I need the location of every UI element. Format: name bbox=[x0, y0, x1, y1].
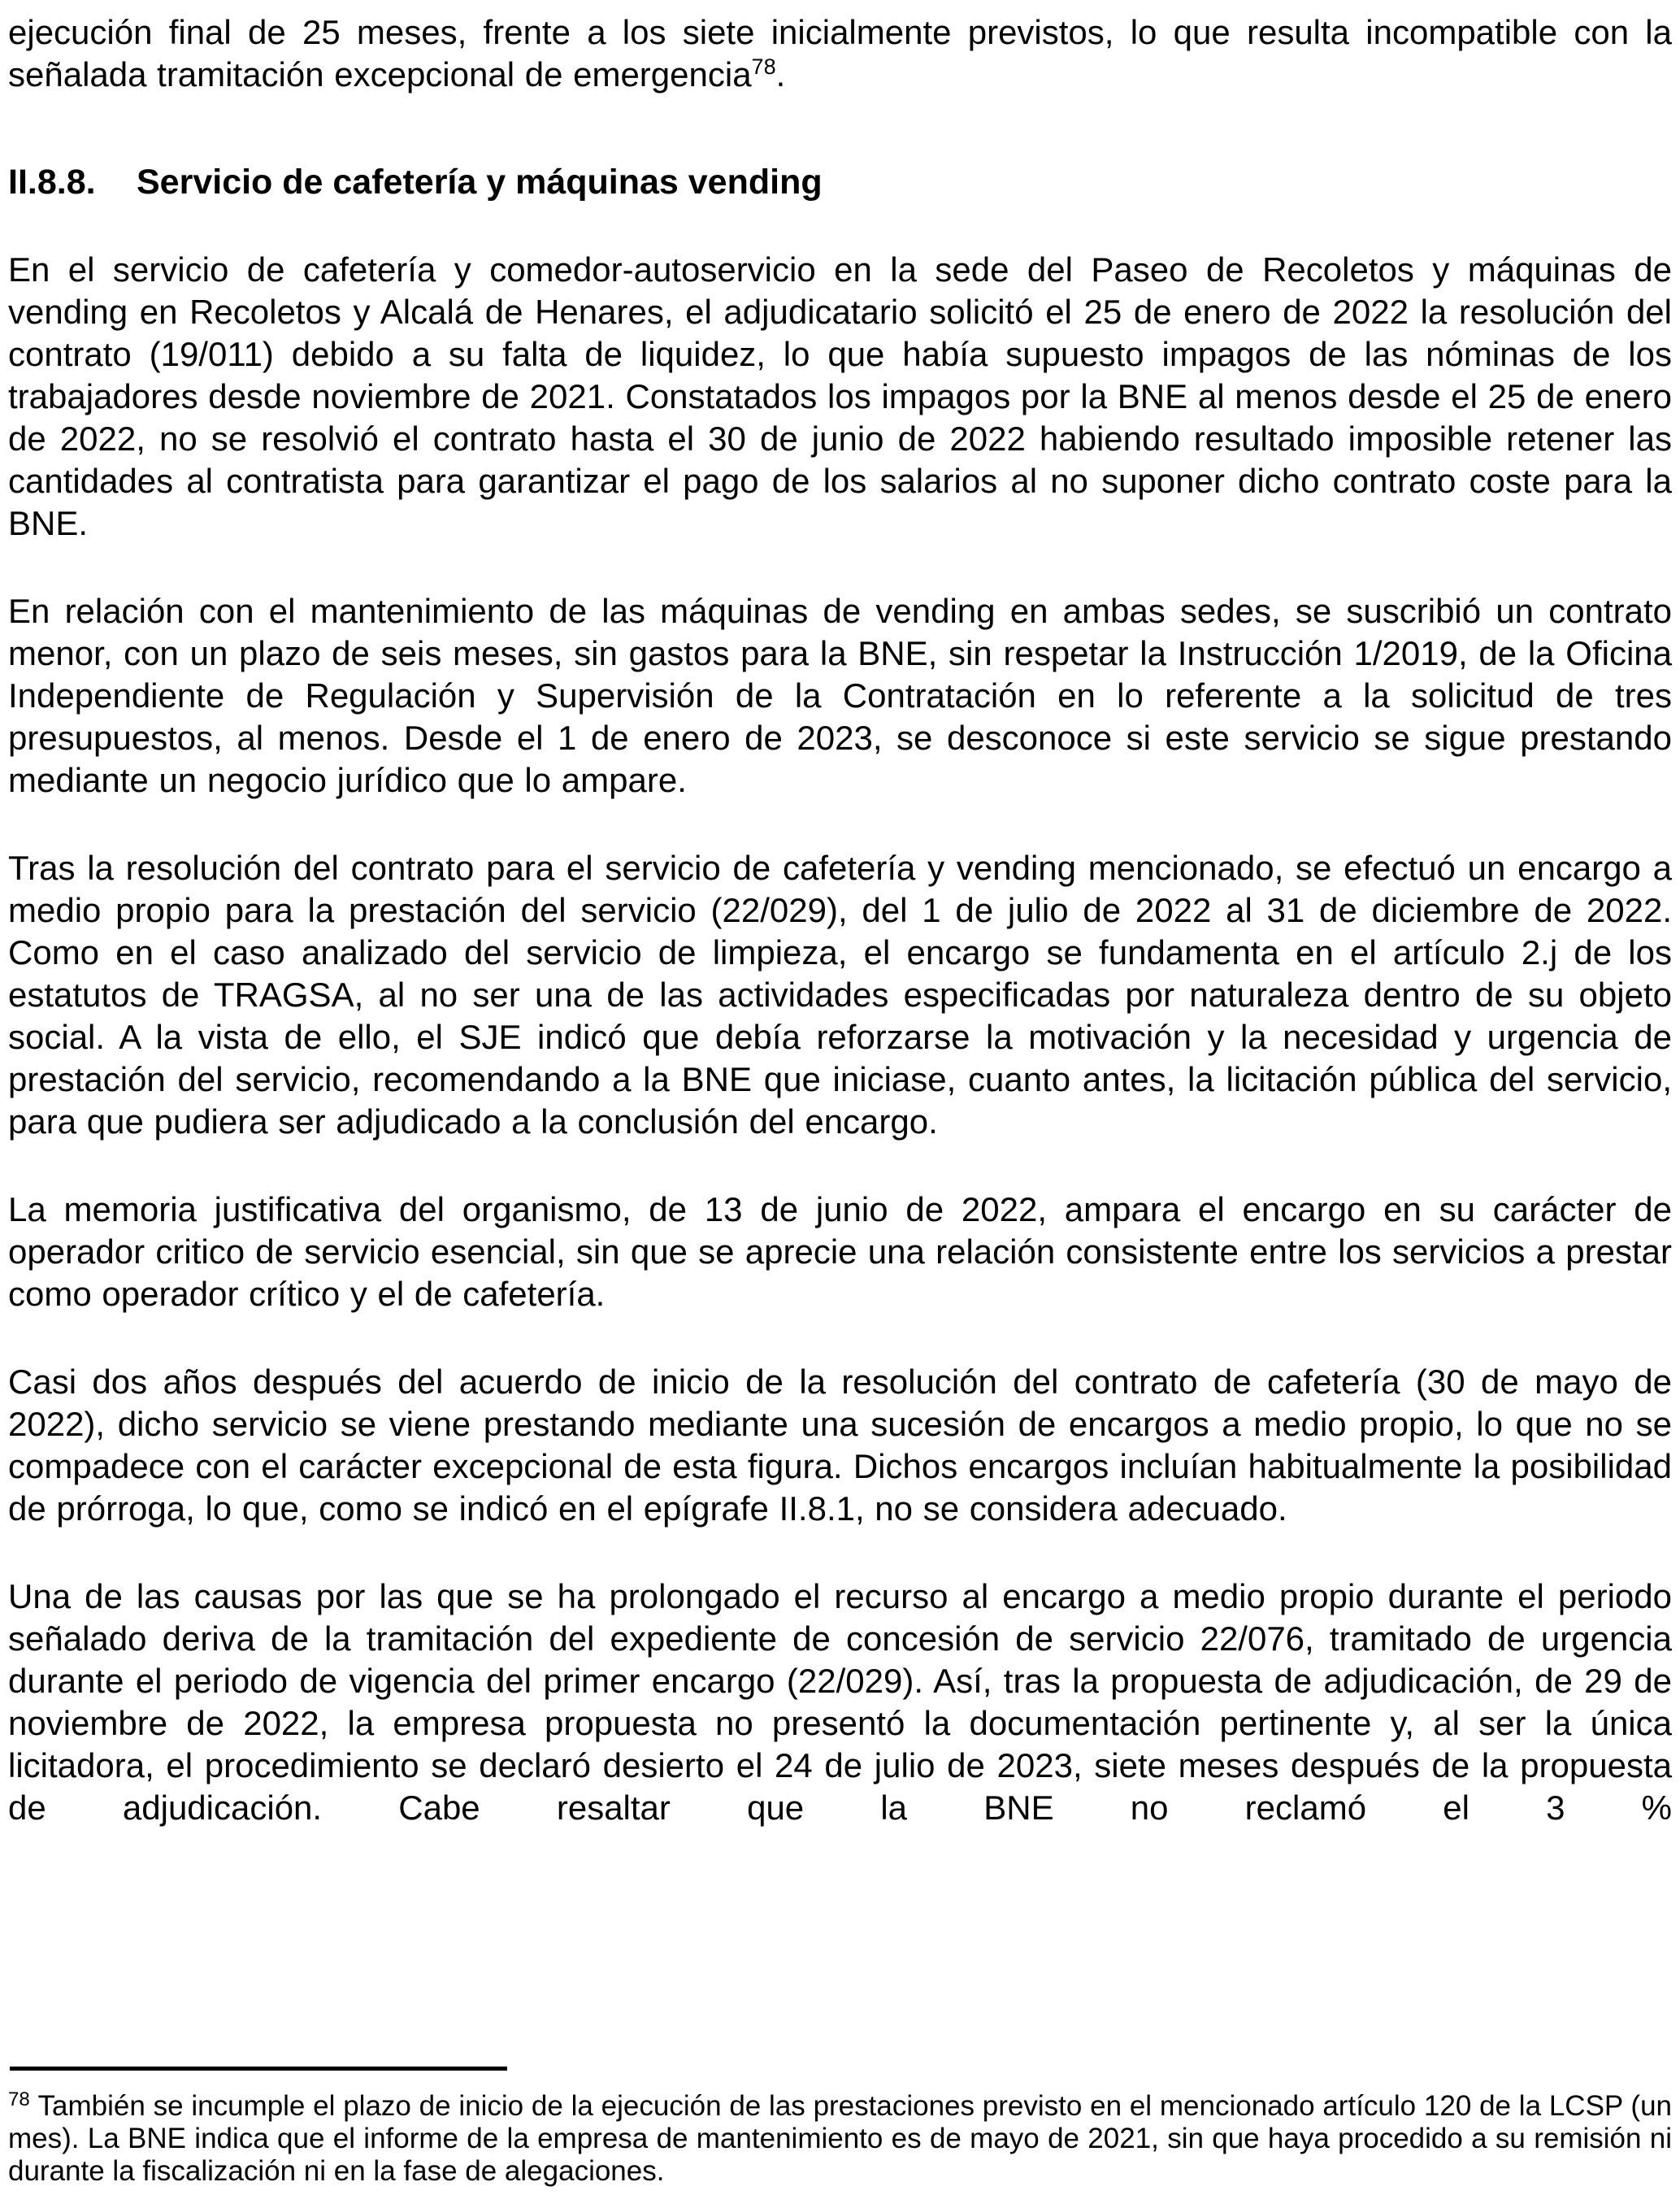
footnote-78 bbox=[8, 2090, 1672, 2188]
section-heading-number: II.8.8. bbox=[8, 163, 96, 202]
paragraph-vending-maintenance: En relación con el mantenimiento de las máquinas de vending en ambas sedes, se suscribió un contrato menor, con un plazo de seis meses, sin gastos para la BNE, sin respetar la Instrucción 1/2019, de la Oficina Independiente de Regulación y Supervisión de la Contratación en lo referente a la solicitud de tres presupuestos, al menos. Desde el 1 de enero de 2023, se desconoce si este servicio se sigue prestando mediante un negocio jurídico que lo ampare. bbox=[8, 592, 1672, 799]
footnote-area bbox=[8, 2067, 1672, 2188]
paragraph-expediente-concesion: Una de las causas por las que se ha prolongado el recurso al encargo a medio propio durante el periodo señalado deriva de la tramitación del expediente de concesión de servicio 22/076, tramitado de urgencia durante el periodo de vigencia del primer encargo (22/029). Así, tras la propuesta de adjudicación, de 29 de noviembre de 2022, la empresa propuesta no presentó la documentación pertinente y, al ser la única licitadora, el procedimiento se declaró desierto el 24 de julio de 2023, siete meses después de la propuesta de adjudicación. Cabe resaltar que la BNE no reclamó el 3 % bbox=[8, 1577, 1672, 1827]
paragraph-encargo-tragsa: Tras la resolución del contrato para el servicio de cafetería y vending mencionado, se efectuó un encargo a medio propio para la prestación del servicio (22/029), del 1 de julio de 2022 al 31 de diciembre de 2022. Como en el caso analizado del servicio de limpieza, el encargo se fundamenta en el artículo 2.j de los estatutos de TRAGSA, al no ser una de las actividades especificadas por naturaleza dentro de su objeto social. A la vista de ello, el SJE indicó que debía reforzarse la motivación y la necesidad y urgencia de prestación del servicio, recomendando a la BNE que iniciase, cuanto antes, la licitación pública del servicio, para que pudiera ser adjudicado a la conclusión del encargo. bbox=[8, 849, 1672, 1141]
intro-paragraph-text: ejecución final de 25 meses, frente a los siete inicialmente previstos, lo que resulta incompatible con la señalada tramitación excepcional de emergencia bbox=[8, 13, 1672, 93]
section-heading bbox=[8, 161, 1672, 203]
footnote-text: También se incumple el plazo de inicio de la ejecución de las prestaciones previsto en el mencionado artículo 120 de la LCSP (un mes). La BNE indica que el informe de la empresa de mantenimiento es de mayo de 2021, sin que haya procedido a su remisión ni durante la fiscalización ni en la fase de alegaciones. bbox=[8, 2090, 1672, 2187]
footnote-reference-78: 78 bbox=[751, 54, 776, 79]
paragraph-sucesion-encargos: Casi dos años después del acuerdo de inicio de la resolución del contrato de cafetería (30 de mayo de 2022), dicho servicio se viene prestando mediante una sucesión de encargos a medio propio, lo que no se compadece con el carácter excepcional de esta figura. Dichos encargos incluían habitualmente la posibilidad de prórroga, lo que, como se indicó en el epígrafe II.8.1, no se considera adecuado. bbox=[8, 1363, 1672, 1528]
footnote-separator bbox=[10, 2067, 507, 2071]
intro-paragraph-tail: . bbox=[775, 55, 786, 93]
section-heading-title: Servicio de cafetería y máquinas vending bbox=[137, 163, 823, 202]
intro-paragraph bbox=[8, 11, 1672, 96]
footnote-marker: 78 bbox=[8, 2088, 30, 2110]
paragraph-cafeteria-contract: En el servicio de cafetería y comedor-autoservicio en la sede del Paseo de Recoletos y máquinas de vending en Recoletos y Alcalá de Henares, el adjudicatario solicitó el 25 de enero de 2022 la resolución del contrato (19/011) debido a su falta de liquidez, lo que había supuesto impagos de las nóminas de los trabajadores desde noviembre de 2021. Constatados los impagos por la BNE al menos desde el 25 de enero de 2022, no se resolvió el contrato hasta el 30 de junio de 2022 habiendo resultado imposible retener las cantidades al contratista para garantizar el pago de los salarios al no suponer dicho contrato coste para la BNE. bbox=[8, 250, 1672, 542]
paragraph-memoria-justificativa: La memoria justificativa del organismo, de 13 de junio de 2022, ampara el encargo en su carácter de operador critico de servicio esencial, sin que se aprecie una relación consistente entre los servicios a prestar como operador crítico y el de cafetería. bbox=[8, 1190, 1672, 1313]
